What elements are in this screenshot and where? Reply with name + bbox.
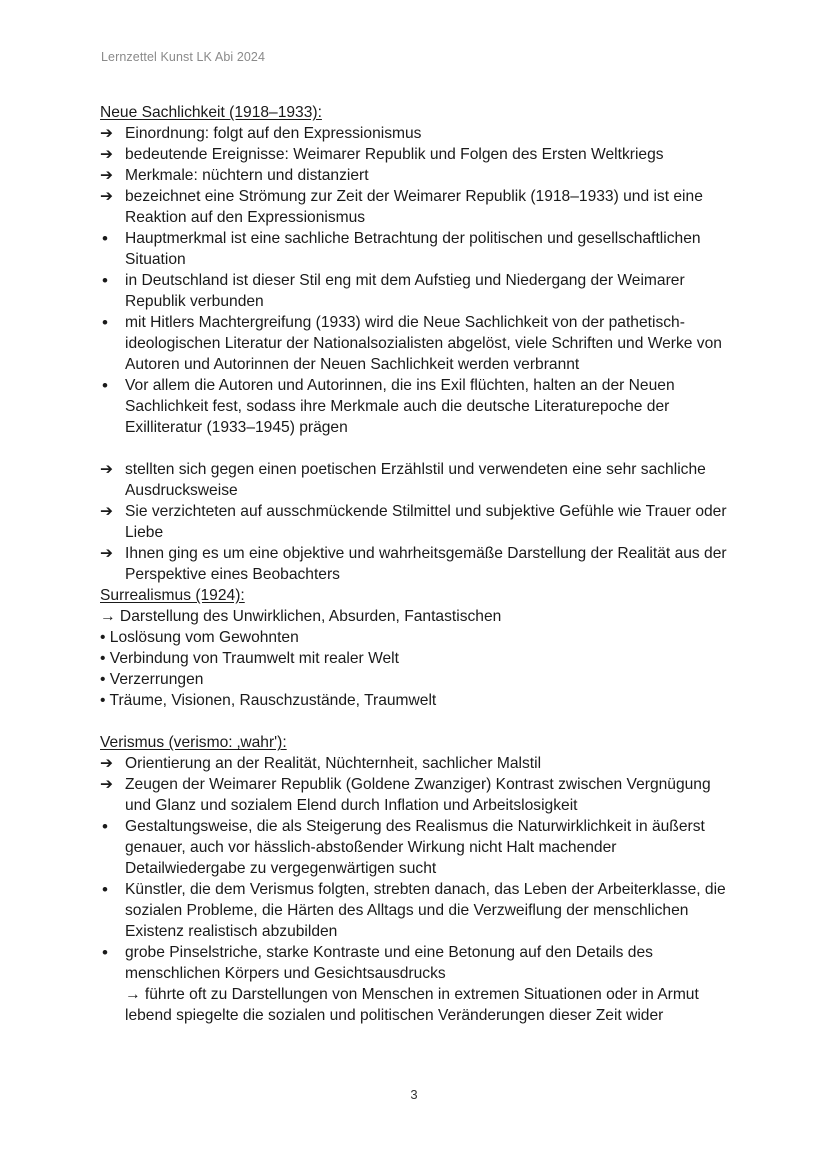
arrow-bullet-icon: ➔ <box>100 461 113 478</box>
list-item: • in Deutschland ist dieser Stil eng mit dem Aufstieg und Niedergang der Weimarer Republik verbunden <box>102 271 685 310</box>
page-content <box>100 102 740 1026</box>
spacer <box>100 711 740 732</box>
list-item: • mit Hitlers Machtergreifung (1933) wird die Neue Sachlichkeit von der pathetisch-ideologischen Literatur der Nationalsozialisten abgelöst, viele Schriften und Werke von Autoren und Autorinnen der Neuen Sachlichkeit werden verbrannt <box>102 313 722 373</box>
list-item: • Hauptmerkmal ist eine sachliche Betrachtung der politischen und gesellschaftlichen Situation <box>102 229 701 268</box>
dot-bullet-icon: • <box>102 880 108 899</box>
arrow-bullet-icon: ➔ <box>100 545 113 562</box>
section-heading-verismus: Verismus (verismo: ‚wahr'): <box>100 734 287 751</box>
page-header: Lernzettel Kunst LK Abi 2024 <box>101 50 266 64</box>
list-item: • Verzerrungen <box>100 671 204 688</box>
sub-note: → führte oft zu Darstellungen von Menschen in extremen Situationen oder in Armut lebend spiegelte die sozialen und politischen Veränderungen dieser Zeit wider <box>125 986 699 1024</box>
arrow-bullet-icon: ➔ <box>100 755 113 772</box>
dot-bullet-icon: • <box>102 271 108 290</box>
list-item: ➔ stellten sich gegen einen poetischen Erzählstil und verwendeten eine sehr sachliche Ausdrucksweise <box>100 461 706 499</box>
list-item: → Darstellung des Unwirklichen, Absurden, Fantastischen <box>100 608 502 625</box>
section-heading-surrealismus: Surrealismus (1924): <box>100 587 245 604</box>
section-heading-neue-sachlichkeit: Neue Sachlichkeit (1918–1933): <box>100 104 322 121</box>
arrow-bullet-icon: ➔ <box>100 503 113 520</box>
list-item: ➔ Sie verzichteten auf ausschmückende Stilmittel und subjektive Gefühle wie Trauer oder Liebe <box>100 503 727 541</box>
arrow-bullet-icon: ➔ <box>100 776 113 793</box>
list-item: ➔ Einordnung: folgt auf den Expressionismus <box>100 125 422 142</box>
list-item: • Verbindung von Traumwelt mit realer Welt <box>100 650 399 667</box>
list-item: • Loslösung vom Gewohnten <box>100 629 299 646</box>
dot-bullet-icon: • <box>102 229 108 248</box>
list-item: ➔ bezeichnet eine Strömung zur Zeit der Weimarer Republik (1918–1933) und ist eine Reaktion auf den Expressionismus <box>100 188 703 226</box>
arrow-bullet-icon: ➔ <box>100 125 113 142</box>
arrow-bullet-icon: ➔ <box>100 188 113 205</box>
arrow-bullet-icon: ➔ <box>100 146 113 163</box>
arrow-bullet-icon: ➔ <box>100 167 113 184</box>
list-item: • Künstler, die dem Verismus folgten, strebten danach, das Leben der Arbeiterklasse, die sozialen Probleme, die Härten des Alltags und die Verzweiflung der menschlichen Existenz realistisch abzubilden <box>102 880 726 940</box>
dot-bullet-icon: • <box>102 943 108 962</box>
dot-bullet-icon: • <box>102 817 108 836</box>
list-item: • Träume, Visionen, Rauschzustände, Traumwelt <box>100 692 437 709</box>
page-number: 3 <box>410 1087 418 1102</box>
spacer <box>100 438 740 459</box>
list-item: • grobe Pinselstriche, starke Kontraste und eine Betonung auf den Details des menschlichen Körpers und Gesichtsausdrucks → führte oft zu Darstellungen von Menschen in extremen Situationen oder in Armut lebend spiegelte die sozialen und politischen Veränderungen dieser Zeit wider <box>100 942 740 1026</box>
list-item: ➔ Orientierung an der Realität, Nüchternheit, sachlicher Malstil <box>100 755 542 772</box>
list-item: ➔ bedeutende Ereignisse: Weimarer Republik und Folgen des Ersten Weltkriegs <box>100 146 664 163</box>
list-item: ➔ Ihnen ging es um eine objektive und wahrheitsgemäße Darstellung der Realität aus der Perspektive eines Beobachters <box>100 545 727 583</box>
list-item: • Gestaltungsweise, die als Steigerung des Realismus die Naturwirklichkeit in äußerst genauer, auch vor hässlich-abstoßender Wirkung nicht Halt machender Detailwiedergabe zu vergegenwärtigen sucht <box>102 817 705 877</box>
list-item: ➔ Merkmale: nüchtern und distanziert <box>100 167 369 184</box>
dot-bullet-icon: • <box>102 376 108 395</box>
list-item: ➔ Zeugen der Weimarer Republik (Goldene Zwanziger) Kontrast zwischen Vergnügung und Glanz und sozialem Elend durch Inflation und Arbeitslosigkeit <box>100 776 711 814</box>
dot-bullet-icon: • <box>102 313 108 332</box>
list-item: • Vor allem die Autoren und Autorinnen, die ins Exil flüchten, halten an der Neuen Sachlichkeit fest, sodass ihre Merkmale auch die deutsche Literaturepoche der Exilliteratur (1933–1945) prägen <box>102 376 675 436</box>
